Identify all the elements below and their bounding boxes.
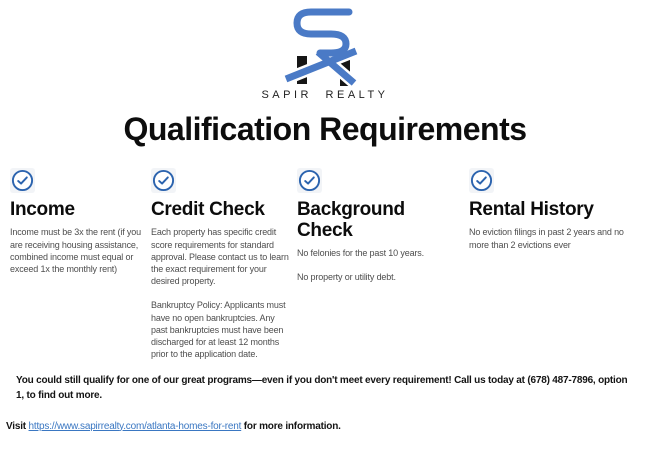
page-title: Qualification Requirements <box>123 111 527 147</box>
brand-header <box>0 0 650 101</box>
sapir-realty-logo-icon <box>283 8 367 88</box>
requirement-text: No property or utility debt. <box>297 272 396 283</box>
check-circle-icon <box>10 168 35 193</box>
requirement-text: Each property has specific credit score requirements for standard approval. Please contact us to learn the exact requirement for your desired property. <box>151 227 289 287</box>
programs-note: You could still qualify for one of our great programs—even if you don't meet every requirement! Call us today at (678) 487-7896, option 1, to find out more. <box>16 374 628 402</box>
check-circle-icon <box>151 168 176 193</box>
requirement-rental-history <box>469 168 640 262</box>
visit-line <box>0 421 650 432</box>
requirement-heading: Credit Check <box>151 199 265 221</box>
requirement-text: Bankruptcy Policy: Applicants must have no open bankruptcies. Any past bankruptcies must have been discharged for at least 12 months prior to the application date. <box>151 300 286 360</box>
requirement-text: No felonies for the past 10 years. <box>297 248 424 259</box>
brand-name: SAPIR REALTY <box>261 89 389 101</box>
check-circle-icon <box>469 168 494 193</box>
requirement-background-check <box>297 168 469 295</box>
requirement-text: Income must be 3x the rent (if you are receiving housing assistance, combined income must equal or exceed 1x the monthly rent) <box>10 227 141 274</box>
requirement-text: No eviction filings in past 2 years and no more than 2 evictions ever <box>469 227 624 250</box>
visit-prefix: Visit <box>6 420 29 432</box>
visit-suffix: for more information. <box>241 420 341 432</box>
requirement-heading: Background Check <box>297 199 405 242</box>
requirement-income <box>10 168 151 287</box>
website-link[interactable]: https://www.sapirrealty.com/atlanta-homes-for-rent <box>28 420 242 432</box>
check-circle-icon <box>297 168 322 193</box>
flyer-footer <box>0 373 650 432</box>
requirement-heading: Rental History <box>469 199 594 221</box>
requirement-heading: Income <box>10 199 75 221</box>
requirement-credit-check <box>151 168 297 372</box>
requirements-grid <box>0 168 650 372</box>
